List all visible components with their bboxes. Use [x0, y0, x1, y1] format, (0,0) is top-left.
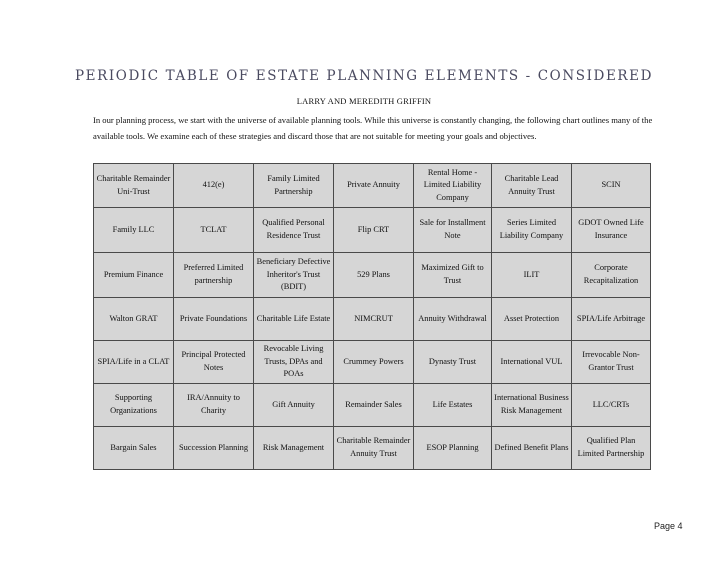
planning-element-cell: Corporate Recapitalization [572, 253, 651, 298]
planning-element-cell: SCIN [572, 164, 651, 208]
planning-element-cell: Dynasty Trust [414, 341, 492, 384]
planning-element-cell: GDOT Owned Life Insurance [572, 208, 651, 253]
planning-element-cell: Bargain Sales [94, 427, 174, 470]
planning-element-cell: Walton GRAT [94, 298, 174, 341]
planning-element-cell: Rental Home - Limited Liability Company [414, 164, 492, 208]
table-row [94, 298, 651, 341]
client-name: LARRY AND MEREDITH GRIFFIN [296, 96, 432, 106]
planning-element-cell: Flip CRT [334, 208, 414, 253]
planning-element-cell: Sale for Installment Note [414, 208, 492, 253]
planning-element-cell: SPIA/Life Arbitrage [572, 298, 651, 341]
planning-element-cell: Defined Benefit Plans [492, 427, 572, 470]
planning-element-cell: Annuity Withdrawal [414, 298, 492, 341]
planning-element-cell: Premium Finance [94, 253, 174, 298]
planning-element-cell: Gift Annuity [254, 384, 334, 427]
planning-element-cell: Charitable Life Estate [254, 298, 334, 341]
planning-element-cell: Life Estates [414, 384, 492, 427]
intro-paragraph: In our planning process, we start with the universe of available planning tools. While this universe is constantly changing, the following chart outlines many of the available tools. We examine each of these strategies and discard those that are not suitable for meeting your goals and objectives. [93, 115, 653, 141]
planning-element-cell: Revocable Living Trusts, DPAs and POAs [254, 341, 334, 384]
planning-element-cell: SPIA/Life in a CLAT [94, 341, 174, 384]
planning-element-cell: Qualified Personal Residence Trust [254, 208, 334, 253]
page-number: Page 4 [654, 521, 683, 531]
planning-element-cell: International VUL [492, 341, 572, 384]
planning-element-cell: Charitable Remainder Annuity Trust [334, 427, 414, 470]
planning-element-cell: Remainder Sales [334, 384, 414, 427]
planning-element-cell: TCLAT [174, 208, 254, 253]
planning-element-cell: Charitable Lead Annuity Trust [492, 164, 572, 208]
planning-element-cell: Family LLC [94, 208, 174, 253]
planning-element-cell: Principal Protected Notes [174, 341, 254, 384]
planning-element-cell: Risk Management [254, 427, 334, 470]
planning-element-cell: 412(e) [174, 164, 254, 208]
planning-element-cell: Family Limited Partnership [254, 164, 334, 208]
planning-element-cell: Private Foundations [174, 298, 254, 341]
planning-element-cell: IRA/Annuity to Charity [174, 384, 254, 427]
planning-element-cell: Charitable Remainder Uni-Trust [94, 164, 174, 208]
planning-element-cell: Beneficiary Defective Inheritor's Trust (BDIT) [254, 253, 334, 298]
table-row [94, 253, 651, 298]
table-row [94, 164, 651, 208]
planning-element-cell: 529 Plans [334, 253, 414, 298]
planning-element-cell: NIMCRUT [334, 298, 414, 341]
planning-element-cell: Asset Protection [492, 298, 572, 341]
planning-element-cell: ILIT [492, 253, 572, 298]
planning-element-cell: Maximized Gift to Trust [414, 253, 492, 298]
table-row [94, 384, 651, 427]
planning-element-cell: Succession Planning [174, 427, 254, 470]
planning-element-cell: Preferred Limited partnership [174, 253, 254, 298]
planning-element-cell: Private Annuity [334, 164, 414, 208]
table-row [94, 208, 651, 253]
planning-element-cell: Qualified Plan Limited Partnership [572, 427, 651, 470]
planning-element-cell: Series Limited Liability Company [492, 208, 572, 253]
planning-element-cell: Crummey Powers [334, 341, 414, 384]
planning-elements-table [93, 163, 651, 470]
planning-element-cell: ESOP Planning [414, 427, 492, 470]
planning-element-cell: LLC/CRTs [572, 384, 651, 427]
page-title: PERIODIC TABLE OF ESTATE PLANNING ELEMENTS - CONSIDERED [74, 68, 654, 84]
table-row [94, 341, 651, 384]
planning-element-cell: Irrevocable Non-Grantor Trust [572, 341, 651, 384]
table-row [94, 427, 651, 470]
planning-element-cell: Supporting Organizations [94, 384, 174, 427]
planning-element-cell: International Business Risk Management [492, 384, 572, 427]
